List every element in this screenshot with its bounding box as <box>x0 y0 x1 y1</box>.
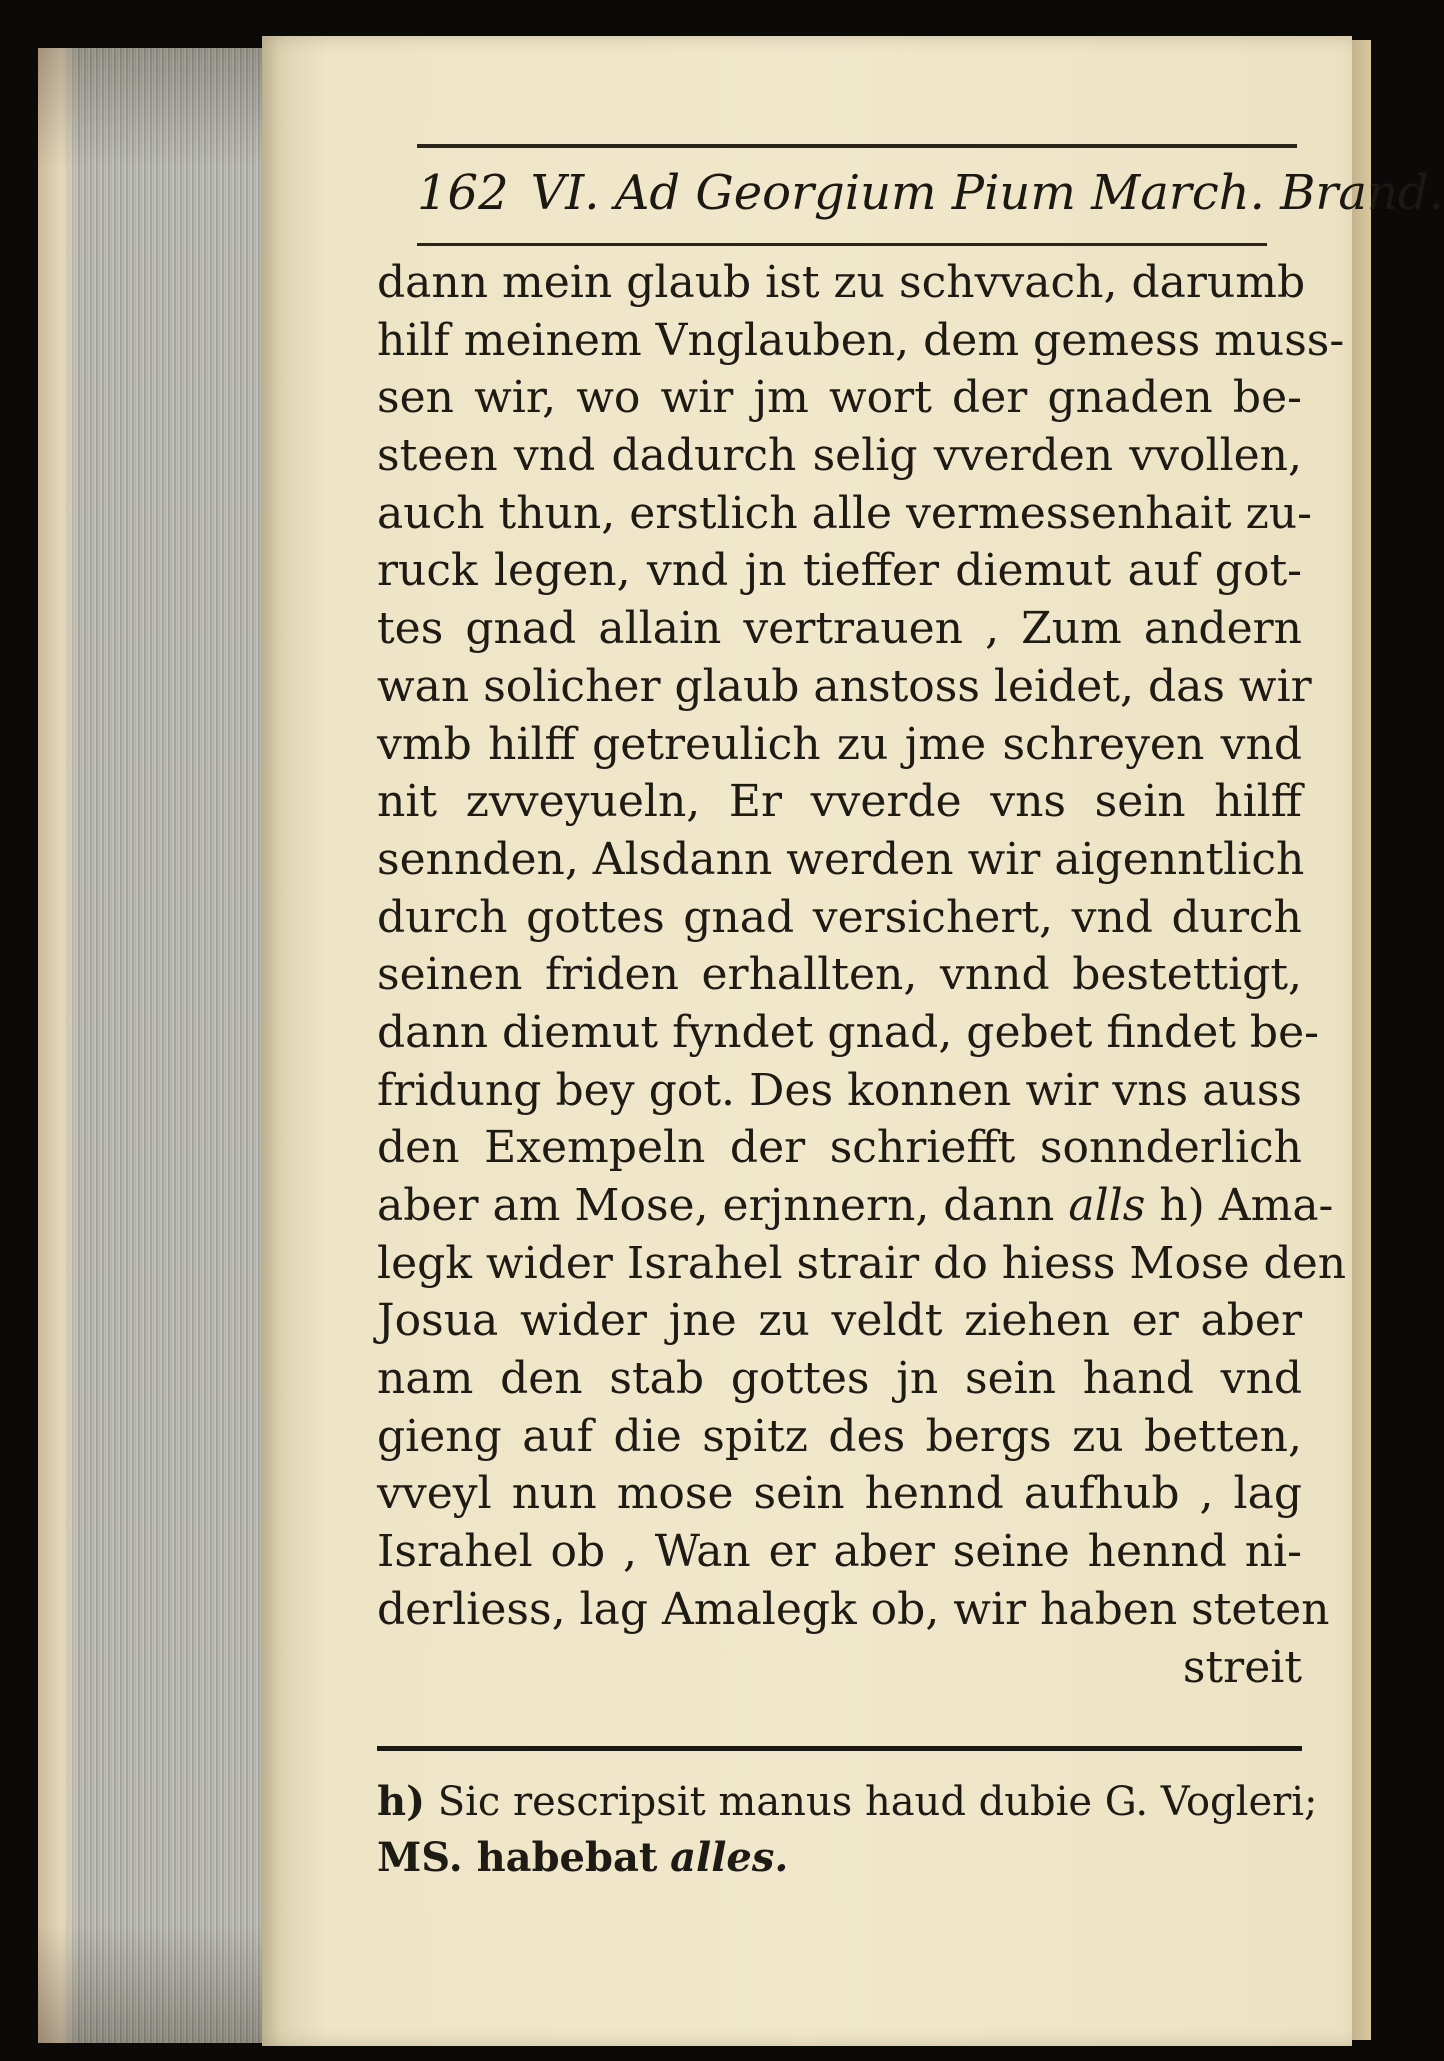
text-line: tes gnad allain vertrauen , Zum andern <box>377 603 1302 655</box>
text-line: legk wider Israhel strair do hiess Mose den <box>377 1237 1347 1289</box>
footnote-marker: h) <box>377 1778 426 1825</box>
text-line-with-footnote-ref <box>377 1177 1334 1235</box>
text-line: nit zvveyueln, Er vverde vns sein hilff <box>377 776 1302 828</box>
text-line: auch thun, erstlich alle vermessenhait zu- <box>377 487 1312 539</box>
footnote-text: MS. habebat <box>377 1834 658 1881</box>
text-segment: aber am Mose, erjnnern, dann <box>377 1180 1069 1231</box>
running-header <box>417 148 1444 238</box>
page-number: 162 <box>417 165 509 221</box>
text-line: vveyl nun mose sein hennd aufhub , lag <box>377 1468 1302 1520</box>
text-line: fridung bey got. Des konnen wir vns auss <box>377 1064 1302 1116</box>
header-rule <box>417 243 1267 246</box>
text-line: derliess, lag Amalegk ob, wir haben steten <box>377 1583 1330 1635</box>
footnote-line <box>377 1830 1302 1886</box>
text-line: sennden, Alsdann werden wir aigenntlich <box>377 833 1305 885</box>
footnote-text: Sic rescripsit manus haud dubie G. Vogleri; <box>437 1779 1318 1825</box>
catchword: streit <box>1182 1641 1302 1693</box>
text-line: dann mein glaub ist zu schvvach, darumb <box>377 257 1306 308</box>
text-line: Israhel ob , Wan er aber seine hennd ni- <box>377 1526 1302 1578</box>
book-page <box>262 36 1444 2046</box>
text-segment: h) Ama- <box>1145 1180 1334 1231</box>
footnote-rule <box>377 1746 1302 1751</box>
body-text <box>377 254 1347 1696</box>
text-line: ruck legen, vnd jn tieffer diemut auf got- <box>377 545 1302 597</box>
italic-word: alls <box>1068 1180 1146 1231</box>
text-line: den Exempeln der schriefft sonnderlich <box>377 1122 1302 1174</box>
text-line: vmb hilff getreulich zu jme schreyen vnd <box>377 718 1302 770</box>
text-line: wan solicher glaub anstoss leidet, das wir <box>377 660 1312 712</box>
page-stack-edge <box>38 48 266 2043</box>
footnote <box>377 1774 1318 1886</box>
footnote-line <box>377 1774 1318 1830</box>
text-line: Josua wider jne zu veldt ziehen er aber <box>377 1295 1302 1347</box>
text-line: nam den stab gottes jn sein hand vnd <box>377 1353 1302 1405</box>
text-line: durch gottes gnad versichert, vnd durch <box>377 891 1302 943</box>
text-line: sen wir, wo wir jm wort der gnaden be- <box>377 372 1302 424</box>
running-title: VI. Ad Georgium Pium March. Brand. <box>530 165 1444 221</box>
text-line: hilf meinem Vnglauben, dem gemess muss- <box>377 314 1345 366</box>
text-line: steen vnd dadurch selig vverden vvollen, <box>377 430 1302 482</box>
text-line: gieng auf die spitz des bergs zu betten, <box>377 1410 1302 1462</box>
footnote-blackletter-word: alles. <box>670 1834 789 1881</box>
text-line: seinen friden erhallten, vnnd bestettigt, <box>377 949 1302 1001</box>
text-line: dann diemut fyndet gnad, gebet findet be- <box>377 1006 1320 1058</box>
